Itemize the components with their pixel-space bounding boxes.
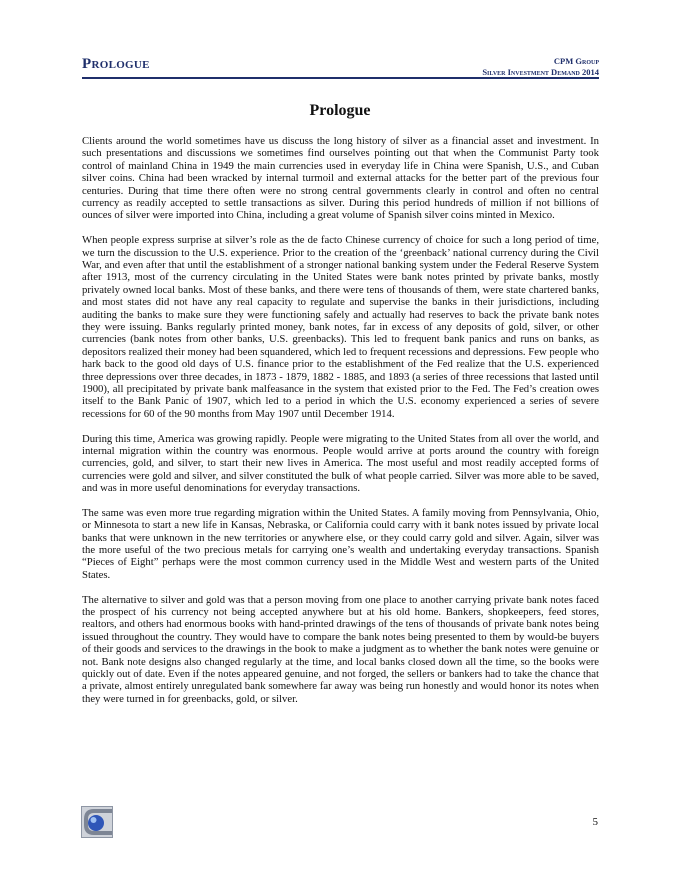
- header-rule: [82, 77, 599, 79]
- paragraph-2: When people express surprise at silver’s role as the de facto Chinese currency of choice for such a long period of time, we turn the discussion to the U.S. experience. Prior to the creation of the ‘greenback’ national currency during the Civil War, and even after that until the establishment of a stronger national banking system under the Federal Reserve System after 1913, most of the currency circulating in the United States were bank notes printed by private banks, mostly privately owned local banks. Most of these banks, and there were tens of thousands of them, were state chartered banks, and most states did not have any real capacity to regulate and supervise the banks in their jurisdictions, including auditing the banks to make sure they were functioning safely and actually had reserves to back the private bank notes they were issuing. Banks regularly printed money, bank notes, far in excess of any deposits of gold, silver, or other currencies (bank notes from other banks, U.S. greenbacks). This led to frequent bank panics and runs on banks, as depositors realized their money had been squandered, which led to frequent recessions and depressions. Few people who hark back to the good old days of U.S. finance prior to the establishment of the Fed realize that the U.S. experienced three depressions over three decades, in 1873 - 1879, 1882 - 1885, and 1893 (a series of three recessions that lasted until 1900), all precipitated by private bank malfeasance in the system that existed prior to the Fed. The Fed’s creation owes itself to the Bank Panic of 1907, which led to a period in which the U.S. economy experienced a series of severe recessions for 60 of the 90 months from May 1907 until December 1914.: [82, 234, 599, 420]
- section-title: Prologue: [82, 56, 150, 72]
- body-text: [82, 135, 599, 718]
- cpm-logo-icon: [81, 806, 113, 838]
- header-publication-info: [482, 56, 599, 77]
- paragraph-4: The same was even more true regarding migration within the United States. A family moving from Pennsylvania, Ohio, or Minnesota to start a new life in Kansas, Nebraska, or California could carry with it bank notes issued by private local banks that were unknown in the new territories or anywhere else, or they could carry gold and silver. Again, silver was the more useful of the two precious metals for carrying one’s wealth and undertaking everyday transactions. Spanish “Pieces of Eight” perhaps were the most common currency used in the Middle West and western parts of the United States.: [82, 506, 599, 581]
- paragraph-5: The alternative to silver and gold was that a person moving from one place to another carrying private bank notes faced the prospect of his currency not being accepted anywhere but at his old home. Bankers, shopkeepers, feed stores, realtors, and others had enormous books with hand-printed drawings of the tens of thousands of private bank notes being issued throughout the country. They would have to compare the bank notes being presented to them by would-be buyers of their goods and services to the drawings in the book to make a judgment as to whether the bank notes were genuine or not. Bank note designs also changed regularly at the time, and local banks closed down all the time, so the books were quickly out of date. Even if the notes appeared genuine, and not forged, the sellers or bankers had to take the chance that a private, almost entirely unregulated bank somewhere far away was being run honestly and would honor its notes when they were turned in for greenbacks, gold, or silver.: [82, 593, 599, 705]
- org-name: CPM Group: [553, 56, 599, 66]
- paragraph-3: During this time, America was growing rapidly. People were migrating to the United States from all over the world, and internal migration within the country was enormous. People would arrive at ports around the country with foreign currencies, gold, and silver, to start their new lives in America. The most useful and most readily accepted forms of currencies were gold and silver, and silver constituted the bulk of what people carried. Silver was more able to be saved, and was in more useful denominations for everyday transactions.: [82, 432, 599, 495]
- publication-title: Silver Investment Demand 2014: [482, 66, 599, 77]
- page-number: 5: [592, 816, 598, 828]
- paragraph-1: Clients around the world sometimes have us discuss the long history of silver as a financial asset and investment. In such presentations and discussions we sometimes find ourselves pointing out that when the Communist Party took control of mainland China in 1949 the main currencies used in everyday life in China were Spanish, U.S., and Cuban silver coins. China had been wracked by internal turmoil and external attacks for the better part of the previous four centuries. During that time there often were no strong central governments clearly in control and often no central currency as readily accepted to settle transactions as silver. During this period hundreds of million if not billions of ounces of silver were imported into China, including a great volume of Spanish silver coins minted in Mexico.: [82, 135, 599, 222]
- page-title: Prologue: [309, 102, 371, 119]
